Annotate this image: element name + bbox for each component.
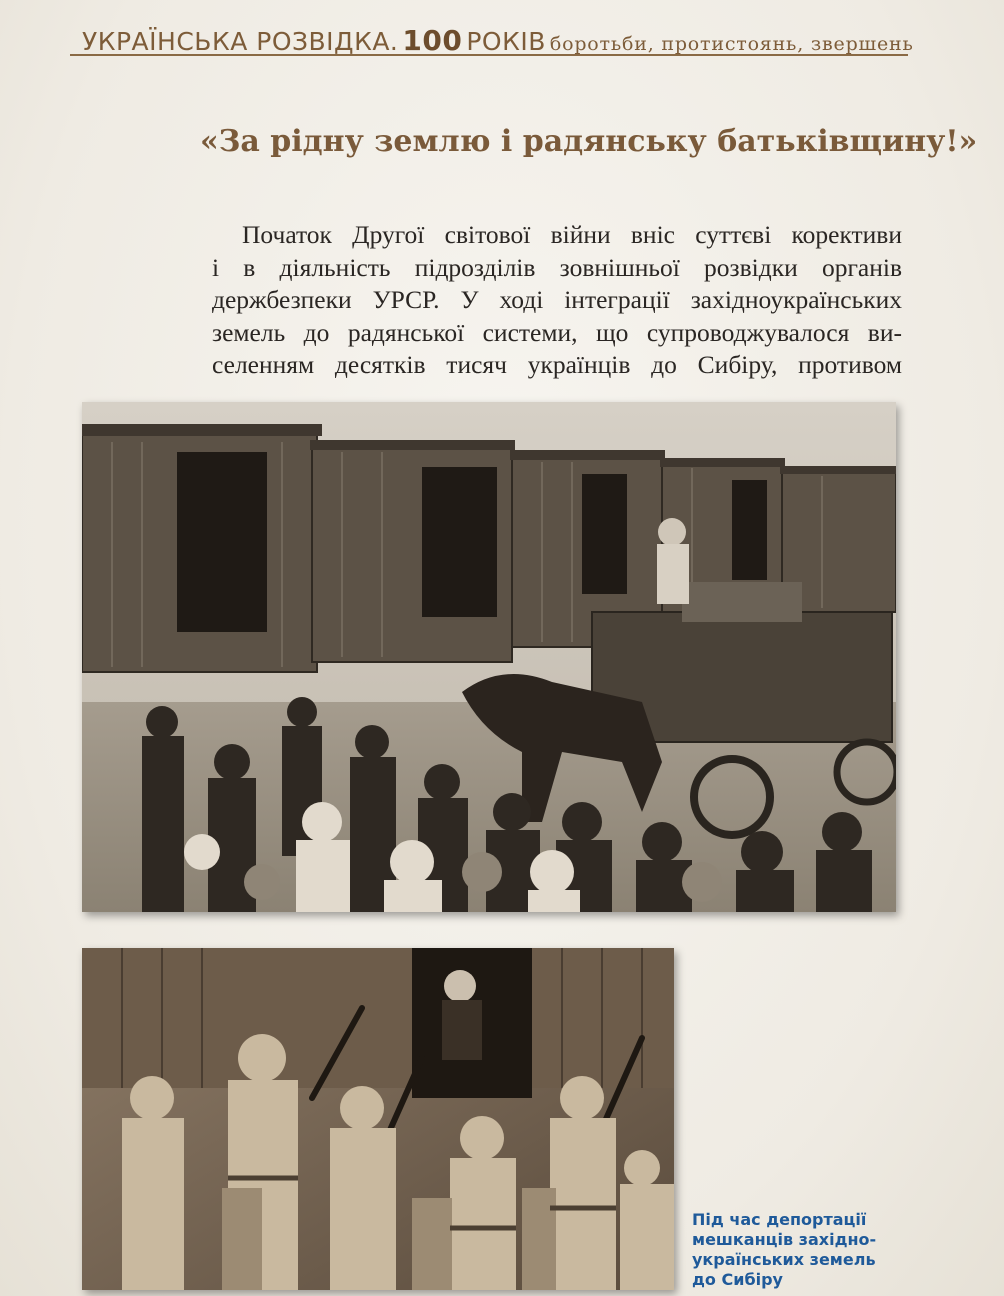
paragraph-line: держбезпеки УРСР. У ході інтеграції західноукраїнських	[212, 285, 902, 314]
soldiers-freight-car-photo	[82, 948, 674, 1290]
caption-line: Під час депортації	[692, 1210, 867, 1229]
page-header	[70, 14, 914, 57]
header-title	[82, 24, 914, 57]
paragraph-line: селенням десятків тисяч українців до Сибіру, противом	[212, 350, 902, 379]
deportation-train-photo	[82, 402, 896, 912]
caption-line: мешканців західно-	[692, 1230, 877, 1249]
caption-line: українських земель	[692, 1250, 876, 1269]
article-heading: «За рідну землю і радянську батьківщину!»	[200, 124, 978, 159]
photo-caption	[692, 1210, 892, 1290]
paragraph-line: земель до радянської системи, що супроводжувалося ви-	[212, 317, 902, 347]
header-title-years: РОКІВ	[466, 27, 546, 56]
caption-line: до Сибіру	[692, 1270, 783, 1289]
header-subtitle: боротьби, протистоянь, звершень	[549, 33, 914, 55]
paragraph-line: і в діяльність підрозділів зовнішньої розвідки органів	[212, 252, 902, 282]
paragraph-line: Початок Другої світової війни вніс суттєві корективи	[242, 220, 902, 249]
article-paragraph	[212, 219, 902, 382]
header-title-main: УКРАЇНСЬКА РОЗВІДКА.	[82, 27, 399, 56]
header-title-number: 100	[402, 24, 463, 57]
